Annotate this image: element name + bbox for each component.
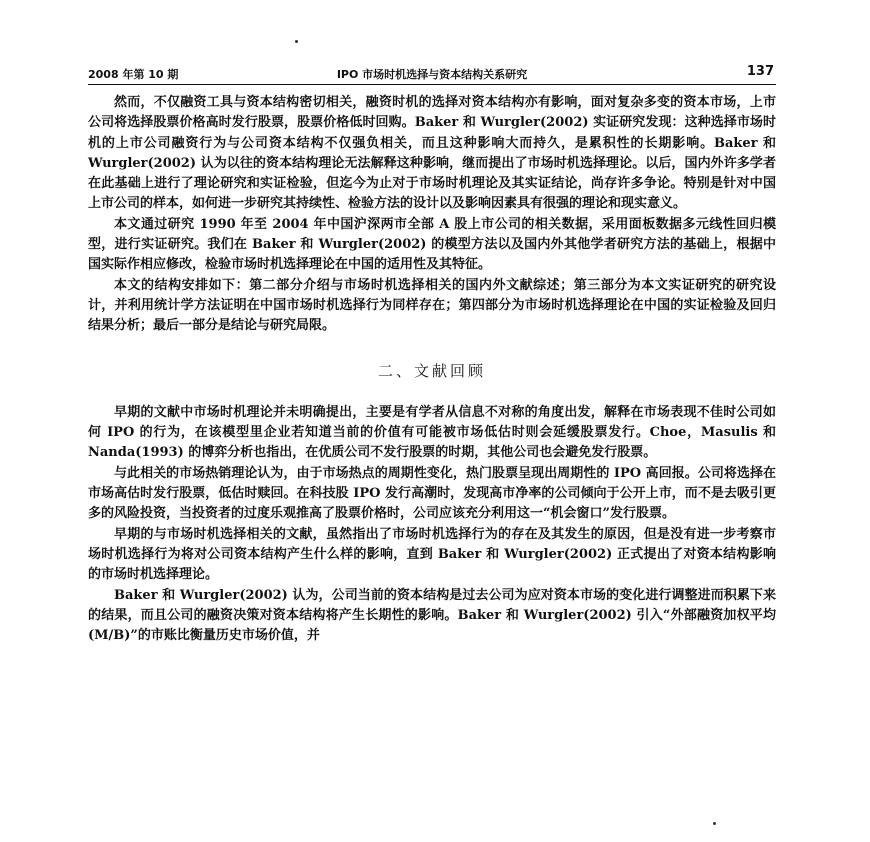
paragraph: 与此相关的市场热销理论认为，由于市场热点的周期性变化，热门股票呈现出周期性的 IPO 高回报。公司将选择在市场高估时发行股票，低估时赎回。在科技股 IPO 发行高潮时，发现高市净率的公司倾向于公开上市，而不是去吸引更多的风险投资，当投资者的过度乐观推高了股票价格时，公司应该充分利用这一“机会窗口”发行股票。 — [88, 465, 776, 522]
paragraph: 然而，不仅融资工具与资本结构密切相关，融资时机的选择对资本结构亦有影响，面对复杂多变的资本市场，上市公司将选择股票价格高时发行股票，股票价格低时回购。Baker 和 Wurgler(2002) 实证研究发现：这种选择市场时机的上市公司融资行为与公司资本结构不仅强负相关，而且这种影响大而持久，是累积性的长期影响。Baker 和 Wurgler(2002) 认为以往的资本结构理论无法解释这种影响，继而提出了市场时机选择理论。以后，国内外许多学者在此基础上进行了理论研究和实证检验，但迄今为止对于市场时机理论及其实证结论，尚存许多争论。特别是针对中国上市公司的样本，如何进一步研究其持续性、检验方法的设计以及影响因素具有很强的理论和现实意义。 — [88, 95, 776, 212]
scan-speck — [713, 822, 716, 825]
paragraph: Baker 和 Wurgler(2002) 认为，公司当前的资本结构是过去公司为应对资本市场的变化进行调整进而积累下来的结果，而且公司的融资决策对资本结构将产生长期性的影响。Baker 和 Wurgler(2002) 引入“外部融资加权平均(M/B)”的市账比衡量历史市场价值，并 — [88, 587, 776, 644]
paragraph: 本文的结构安排如下：第二部分介绍与市场时机选择相关的国内外文献综述；第三部分为本文实证研究的研究设计，并利用统计学方法证明在中国市场时机选择行为同样存在；第四部分为市场时机选择理论在中国的实证检验及回归结果分析；最后一部分是结论与研究局限。 — [88, 277, 776, 334]
page-number: 137 — [746, 64, 774, 79]
section-heading: 二、文献回顾 — [377, 361, 486, 380]
running-title: IPO 市场时机选择与资本结构关系研究 — [336, 68, 528, 81]
paragraph: 本文通过研究 1990 年至 2004 年中国沪深两市全部 A 股上市公司的相关数据，采用面板数据多元线性回归模型，进行实证研究。我们在 Baker 和 Wurgler(2002) 的模型方法以及国内外其他学者研究方法的基础上，根据中国实际作相应修改，检验市场时机选择理论在中国的适用性及其特征。 — [88, 216, 776, 273]
paragraph: 早期的与市场时机选择相关的文献，虽然指出了市场时机选择行为的存在及其发生的原因，但是没有进一步考察市场时机选择行为将对公司资本结构产生什么样的影响，直到 Baker 和 Wurgler(2002) 正式提出了对资本结构影响的市场时机选择理论。 — [88, 526, 776, 583]
article-body — [88, 93, 776, 646]
running-header — [88, 64, 776, 85]
issue-label: 2008 年第 10 期 — [88, 68, 179, 81]
paragraph: 早期的文献中市场时机理论并未明确提出，主要是有学者从信息不对称的角度出发，解释在市场表现不佳时公司如何 IPO 的行为，在该模型里企业若知道当前的价值有可能被市场低估时则会延缓股票发行。Choe，Masulis 和 Nanda(1993) 的博弈分析也指出，在优质公司不发行股票的时期，其他公司也会避免发行股票。 — [88, 404, 776, 461]
document-page — [88, 64, 776, 646]
scan-speck — [295, 40, 298, 43]
